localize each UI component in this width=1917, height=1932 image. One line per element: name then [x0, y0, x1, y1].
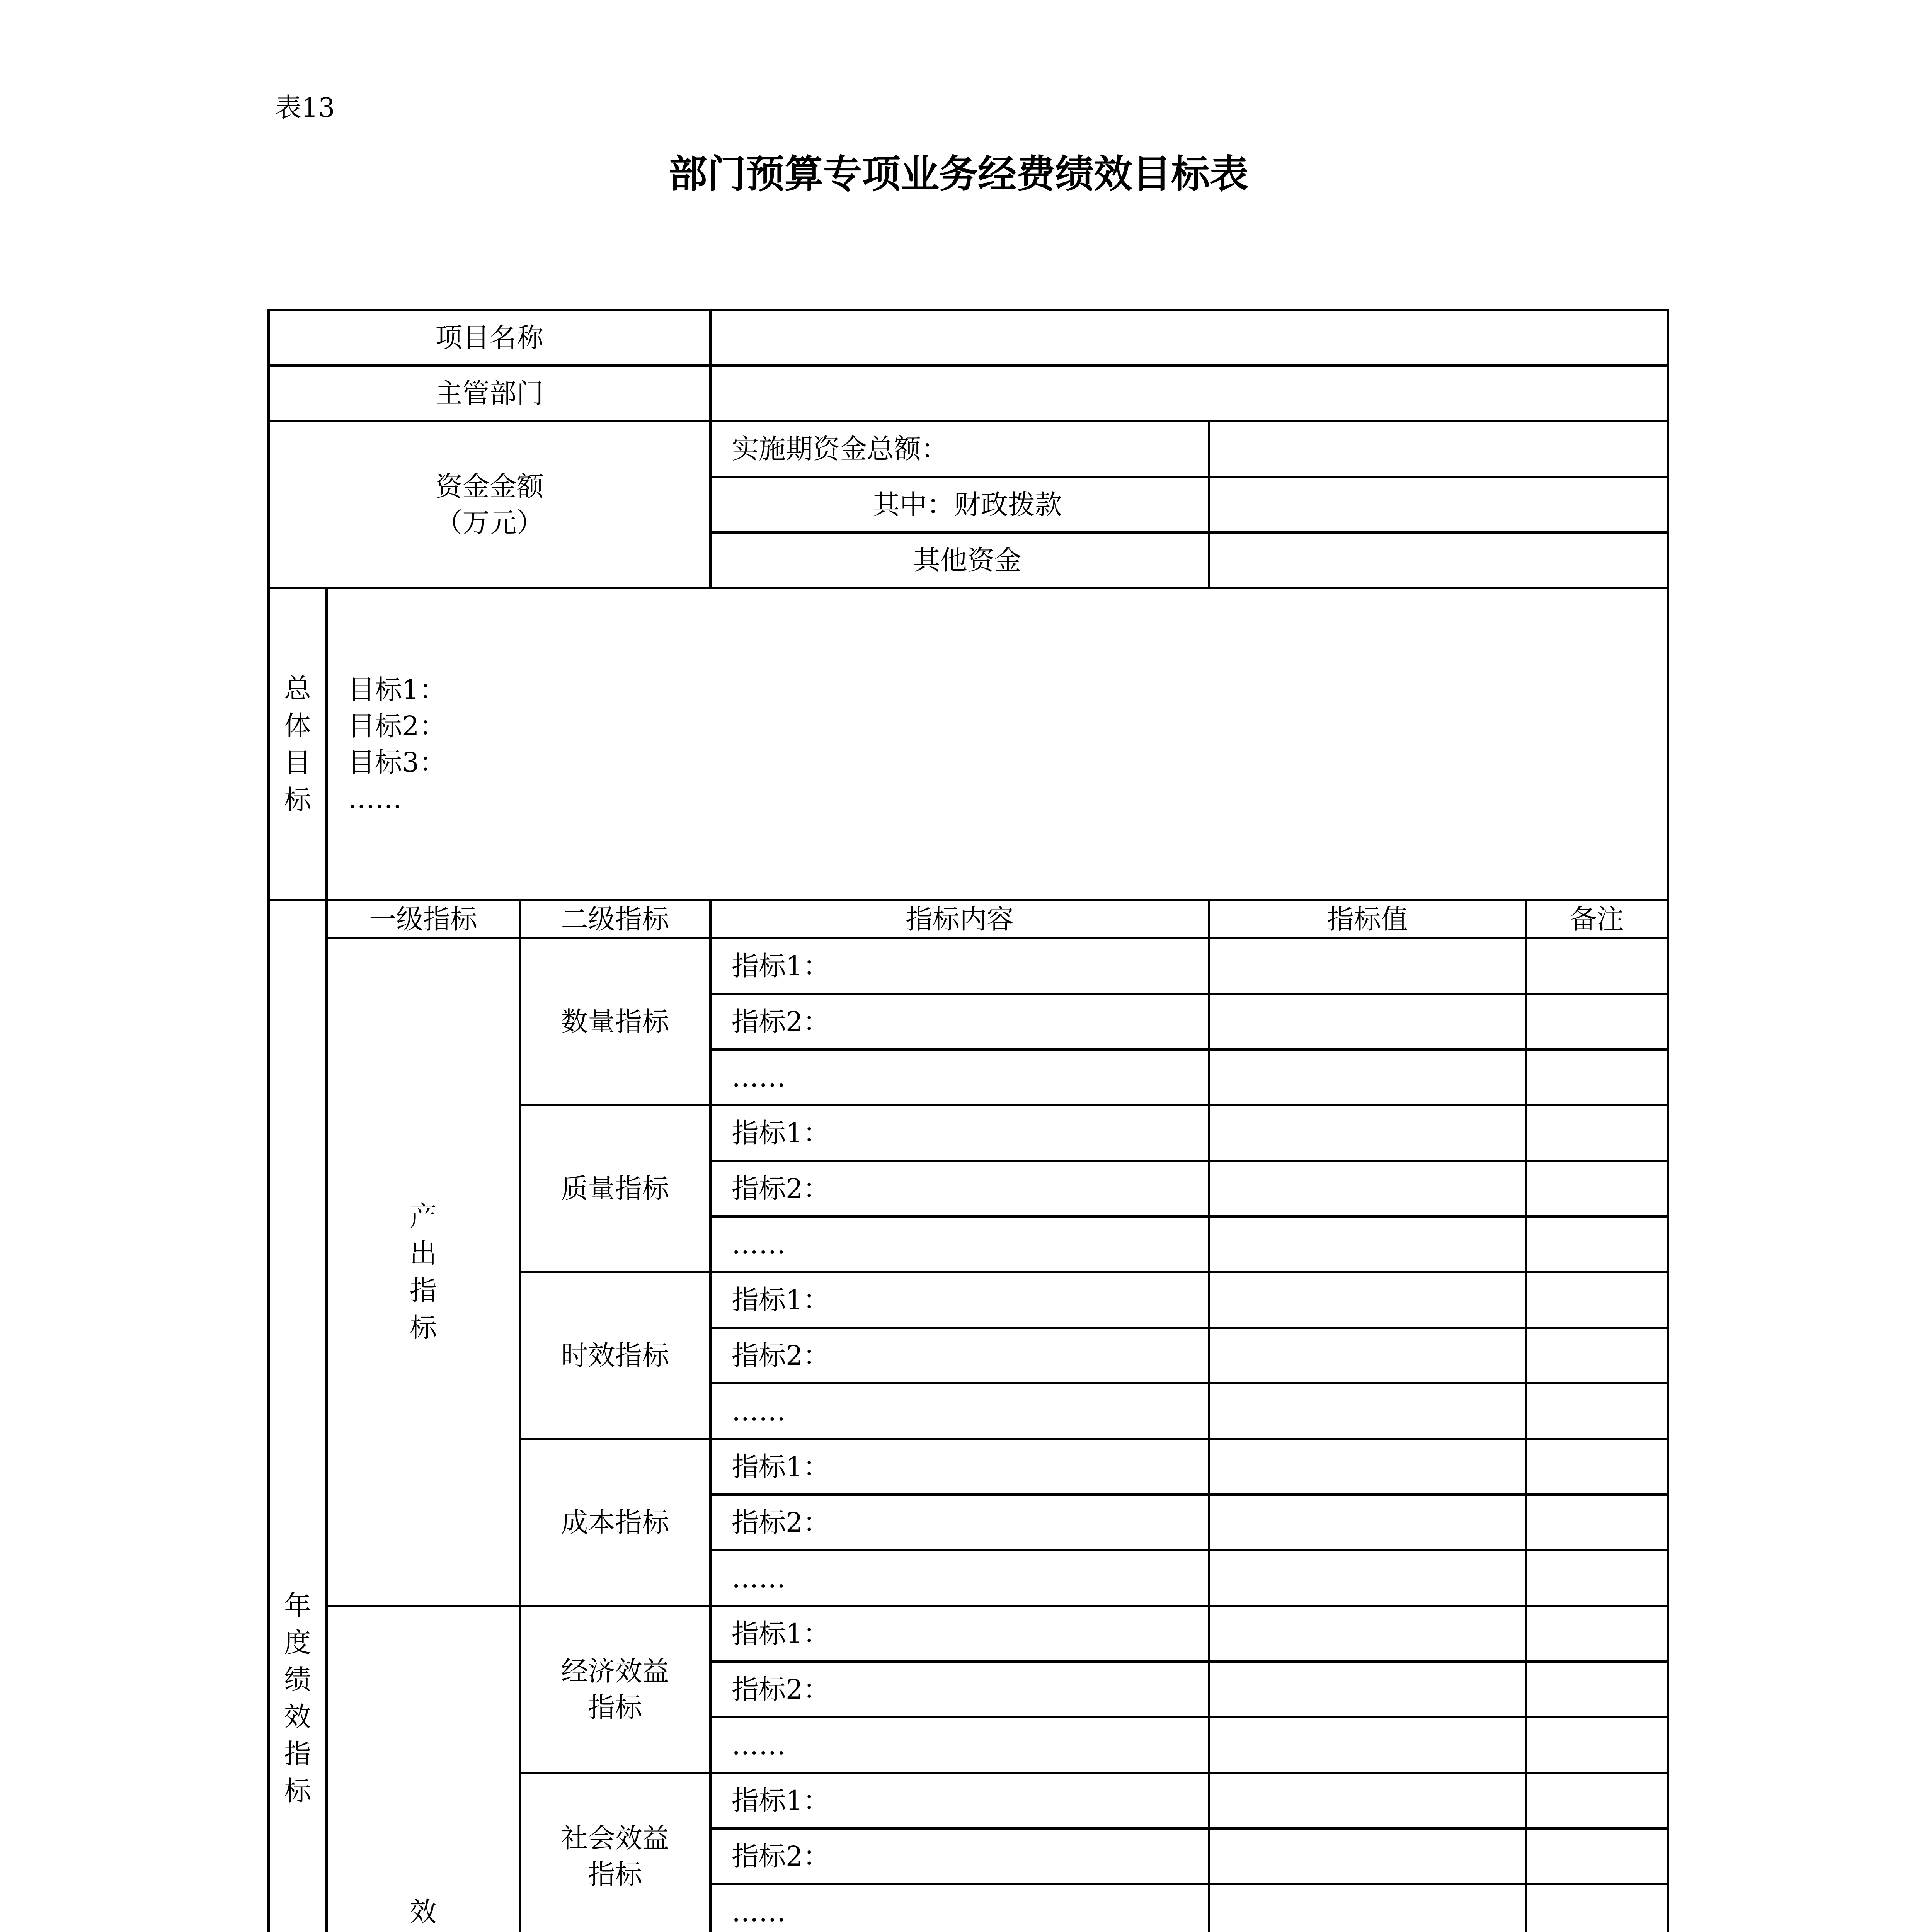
funds-other-label: 其他资金: [913, 544, 1021, 576]
overall-goals-label-char: 体: [284, 710, 311, 742]
level2-indicator-name-line: 数量指标: [561, 1006, 669, 1037]
indicator-remark-field[interactable]: [1526, 1717, 1668, 1773]
indicator-remark-field[interactable]: [1526, 1328, 1668, 1383]
funds-fiscal-field[interactable]: [1209, 477, 1668, 532]
annual-indicators-label-char: 效: [284, 1701, 311, 1733]
indicator-content: ……: [732, 1061, 786, 1093]
level1-indicator-name-char: 指: [410, 1275, 437, 1306]
indicator-content: ……: [732, 1729, 786, 1761]
indicator-content: ……: [732, 1896, 786, 1928]
overall-goals-content[interactable]: [327, 588, 1668, 900]
overall-goals-label: [269, 588, 327, 900]
indicator-remark-field[interactable]: [1526, 1216, 1668, 1272]
indicator-content: 指标2：: [732, 1173, 830, 1204]
goal-line: 目标3：: [348, 747, 446, 778]
indicator-content: 指标1：: [732, 1284, 830, 1316]
goal-line: 目标2：: [348, 710, 446, 742]
project-name-label: 项目名称: [435, 322, 544, 354]
indicator-value-field[interactable]: [1209, 1606, 1526, 1662]
annual-indicators-label-char: 度: [284, 1627, 311, 1658]
indicator-content: 指标1：: [732, 1618, 830, 1650]
indicator-content: 指标1：: [732, 950, 830, 982]
indicator-value-field[interactable]: [1209, 1495, 1526, 1550]
column-header-value: 指标值: [1327, 903, 1408, 935]
annual-indicators-label-char: 绩: [284, 1664, 311, 1696]
indicator-value-field[interactable]: [1209, 1105, 1526, 1161]
level1-indicator-name-char: 效: [410, 1896, 437, 1928]
indicator-value-field[interactable]: [1209, 1773, 1526, 1828]
indicator-value-field[interactable]: [1209, 1049, 1526, 1105]
indicator-content: ……: [732, 1395, 786, 1427]
level2-indicator-name-line: 时效指标: [561, 1340, 669, 1371]
indicator-value-field[interactable]: [1209, 1383, 1526, 1439]
indicator-remark-field[interactable]: [1526, 1828, 1668, 1884]
indicator-value-field[interactable]: [1209, 994, 1526, 1049]
indicator-remark-field[interactable]: [1526, 938, 1668, 994]
indicator-value-field[interactable]: [1209, 1328, 1526, 1383]
level2-indicator-name-line: 社会效益: [561, 1822, 669, 1854]
indicator-remark-field[interactable]: [1526, 1161, 1668, 1216]
level2-indicator-name: [520, 1105, 710, 1272]
indicator-remark-field[interactable]: [1526, 1272, 1668, 1328]
overall-goals-label-char: 目: [284, 747, 311, 779]
level1-indicator-name-char: 产: [410, 1201, 437, 1232]
indicator-remark-field[interactable]: [1526, 1439, 1668, 1495]
funds-fiscal-label: 其中：财政拨款: [873, 489, 1062, 520]
overall-goals-label-char: 标: [284, 784, 311, 816]
indicator-remark-field[interactable]: [1526, 1105, 1668, 1161]
project-name-field[interactable]: [710, 310, 1668, 366]
indicator-value-field[interactable]: [1209, 1828, 1526, 1884]
column-header-level2: 二级指标: [561, 903, 669, 935]
level2-indicator-name-line: 成本指标: [561, 1507, 669, 1538]
indicator-content: 指标1：: [732, 1117, 830, 1149]
level2-indicator-name: [520, 1272, 710, 1439]
level2-indicator-name: [520, 938, 710, 1105]
indicator-value-field[interactable]: [1209, 1884, 1526, 1932]
funds-label: [269, 421, 710, 588]
level2-indicator-name-line: 质量指标: [561, 1173, 669, 1204]
indicator-remark-field[interactable]: [1526, 1884, 1668, 1932]
level2-indicator-name: [520, 1439, 710, 1606]
goal-line: ……: [348, 783, 402, 815]
indicator-remark-field[interactable]: [1526, 1773, 1668, 1828]
indicator-remark-field[interactable]: [1526, 1383, 1668, 1439]
indicator-value-field[interactable]: [1209, 1550, 1526, 1606]
level2-indicator-name-line: 经济效益: [561, 1655, 669, 1687]
indicator-value-field[interactable]: [1209, 1439, 1526, 1495]
level1-indicator-name-char: 出: [410, 1238, 437, 1269]
indicator-value-field[interactable]: [1209, 1216, 1526, 1272]
overall-goals-label-char: 总: [284, 673, 311, 704]
indicator-remark-field[interactable]: [1526, 1662, 1668, 1717]
level2-indicator-name-line: 指标: [588, 1692, 642, 1723]
indicator-value-field[interactable]: [1209, 938, 1526, 994]
level1-indicator-name: [327, 1606, 520, 1932]
document-title: 部门预算专项业务经费绩效目标表: [669, 151, 1248, 197]
column-header-level1: 一级指标: [369, 903, 477, 935]
indicator-remark-field[interactable]: [1526, 1606, 1668, 1662]
annual-indicators-label: [269, 900, 327, 1932]
annual-indicators-label-char: 指: [284, 1738, 311, 1770]
annual-indicators-label-char: 标: [284, 1775, 311, 1807]
indicator-content: 指标2：: [732, 1840, 830, 1872]
annual-indicators-label-char: 年: [284, 1590, 311, 1621]
level2-indicator-name: [520, 1606, 710, 1773]
funds-total-field[interactable]: [1209, 421, 1668, 477]
level2-indicator-name-line: 指标: [588, 1859, 642, 1890]
indicator-value-field[interactable]: [1209, 1717, 1526, 1773]
indicator-remark-field[interactable]: [1526, 1049, 1668, 1105]
department-label: 主管部门: [435, 378, 544, 409]
indicator-remark-field[interactable]: [1526, 1495, 1668, 1550]
level1-indicator-name: [327, 938, 520, 1606]
indicator-content: ……: [732, 1228, 786, 1260]
indicator-content: 指标2：: [732, 1507, 830, 1538]
level1-indicator-name-char: [410, 1930, 437, 1932]
indicator-content: 指标1：: [732, 1785, 830, 1816]
funds-other-field[interactable]: [1209, 532, 1668, 588]
funds-total-label: 实施期资金总额：: [732, 433, 948, 465]
level2-indicator-name: [520, 1773, 710, 1932]
indicator-remark-field[interactable]: [1526, 994, 1668, 1049]
indicator-content: 指标2：: [732, 1673, 830, 1705]
indicator-value-field[interactable]: [1209, 1161, 1526, 1216]
indicator-remark-field[interactable]: [1526, 1550, 1668, 1606]
indicator-value-field[interactable]: [1209, 1272, 1526, 1328]
level1-indicator-name-char: 标: [410, 1312, 437, 1344]
indicator-content: ……: [732, 1562, 786, 1594]
table-label: 表13: [275, 93, 335, 123]
indicator-content: 指标1：: [732, 1451, 830, 1483]
goal-line: 目标1：: [348, 674, 446, 706]
department-field[interactable]: [710, 366, 1668, 421]
indicator-value-field[interactable]: [1209, 1662, 1526, 1717]
column-header-remark: 备注: [1570, 903, 1624, 935]
column-header-content: 指标内容: [906, 903, 1014, 935]
funds-label-line: 资金金额: [435, 471, 544, 502]
indicator-content: 指标2：: [732, 1340, 830, 1371]
indicator-content: 指标2：: [732, 1006, 830, 1037]
funds-label-unit: （万元）: [435, 507, 544, 539]
